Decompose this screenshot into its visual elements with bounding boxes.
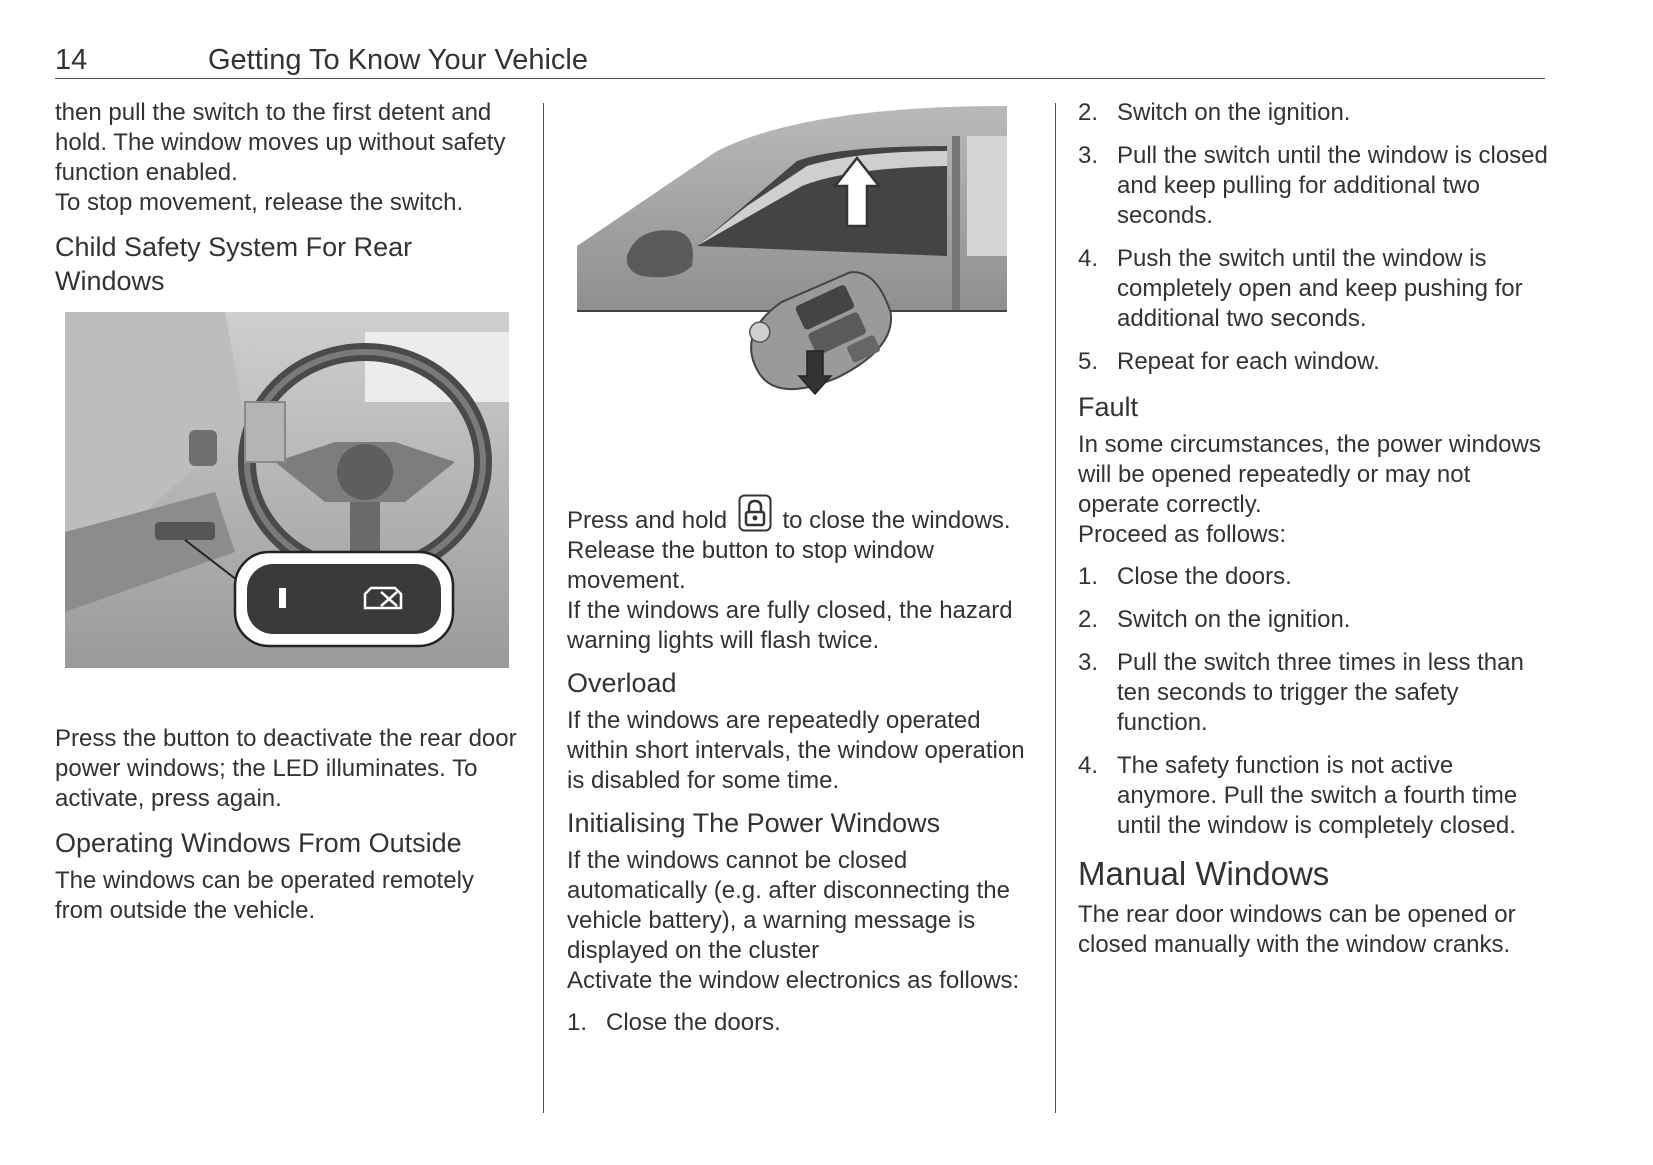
paragraph [567, 494, 1037, 536]
column-divider [543, 103, 544, 1113]
list-item [1078, 751, 1553, 841]
step-number: 2. [1078, 606, 1099, 633]
list-item [1078, 98, 1553, 128]
list-item [1078, 244, 1553, 334]
step-text: Repeat for each window. [1117, 348, 1380, 375]
step-number: 1. [567, 1009, 588, 1036]
lock-icon [738, 494, 772, 532]
step-number: 3. [1078, 649, 1099, 676]
paragraph: Proceed as follows: [1078, 521, 1287, 548]
paragraph: If the windows cannot be closed automatically (e.g. after disconnecting the vehicle battery), a warning message is displayed on the cluster [567, 847, 1010, 964]
page-title: Getting To Know Your Vehicle [208, 44, 588, 76]
step-text: Close the doors. [606, 1009, 781, 1036]
step-number: 2. [1078, 99, 1099, 126]
page-number: 14 [55, 44, 88, 76]
step-text: Push the switch until the window is completely open and keep pushing for additional two seconds. [1117, 245, 1523, 332]
paragraph: The rear door windows can be opened or closed manually with the window cranks. [1078, 901, 1516, 958]
list-item [1078, 562, 1553, 592]
list-item [1078, 347, 1553, 377]
column-left [55, 98, 525, 926]
paragraph: Release the button to stop window movement. [567, 537, 934, 594]
press-hold-text: to close the windows. [782, 507, 1011, 534]
column-divider [1055, 103, 1056, 1113]
column-middle [567, 98, 1037, 1051]
step-text: Switch on the ignition. [1117, 606, 1351, 633]
step-list [1078, 98, 1553, 377]
step-number: 4. [1078, 245, 1099, 272]
step-text: Switch on the ignition. [1117, 99, 1351, 126]
step-number: 3. [1078, 142, 1099, 169]
list-item [567, 1008, 1037, 1038]
column-right [1078, 98, 1553, 960]
list-item [1078, 648, 1553, 738]
dashboard-illustration [65, 312, 509, 668]
remote-window-illustration [567, 106, 1037, 486]
section-heading: Initialising The Power Windows [567, 808, 941, 838]
paragraph: If the windows are repeatedly operated within short intervals, the window operation is disabled for some time. [567, 707, 1025, 794]
paragraph: In some circumstances, the power windows will be opened repeatedly or may not operate correctly. [1078, 431, 1541, 518]
step-number: 4. [1078, 752, 1099, 779]
step-list [567, 1008, 1037, 1038]
step-number: 1. [1078, 563, 1099, 590]
list-item [1078, 141, 1553, 231]
press-hold-text: Press and hold [567, 507, 728, 534]
step-text: The safety function is not active anymore. Pull the switch a fourth time until the window is completely closed. [1117, 752, 1518, 839]
section-heading: Child Safety System For Rear Windows [55, 232, 413, 296]
list-item [1078, 605, 1553, 635]
step-text: Close the doors. [1117, 563, 1292, 590]
step-list [1078, 562, 1553, 841]
paragraph: Press the button to deactivate the rear door power windows; the LED illuminates. To activate, press again. [55, 725, 517, 812]
section-heading: Operating Windows From Outside [55, 828, 462, 858]
section-heading: Fault [1078, 392, 1139, 422]
step-text: Pull the switch three times in less than ten seconds to trigger the safety function. [1117, 649, 1524, 736]
step-number: 5. [1078, 348, 1099, 375]
paragraph: If the windows are fully closed, the hazard warning lights will flash twice. [567, 597, 1013, 654]
major-heading: Manual Windows [1078, 855, 1330, 892]
step-text: Pull the switch until the window is closed and keep pulling for additional two seconds. [1117, 142, 1548, 229]
section-heading: Overload [567, 668, 677, 698]
paragraph: Activate the window electronics as follows: [567, 967, 1020, 994]
paragraph: then pull the switch to the first detent and hold. The window moves up without safety function enabled. [55, 99, 506, 186]
page-header [55, 42, 1545, 79]
paragraph: To stop movement, release the switch. [55, 189, 464, 216]
paragraph: The windows can be operated remotely from outside the vehicle. [55, 867, 474, 924]
